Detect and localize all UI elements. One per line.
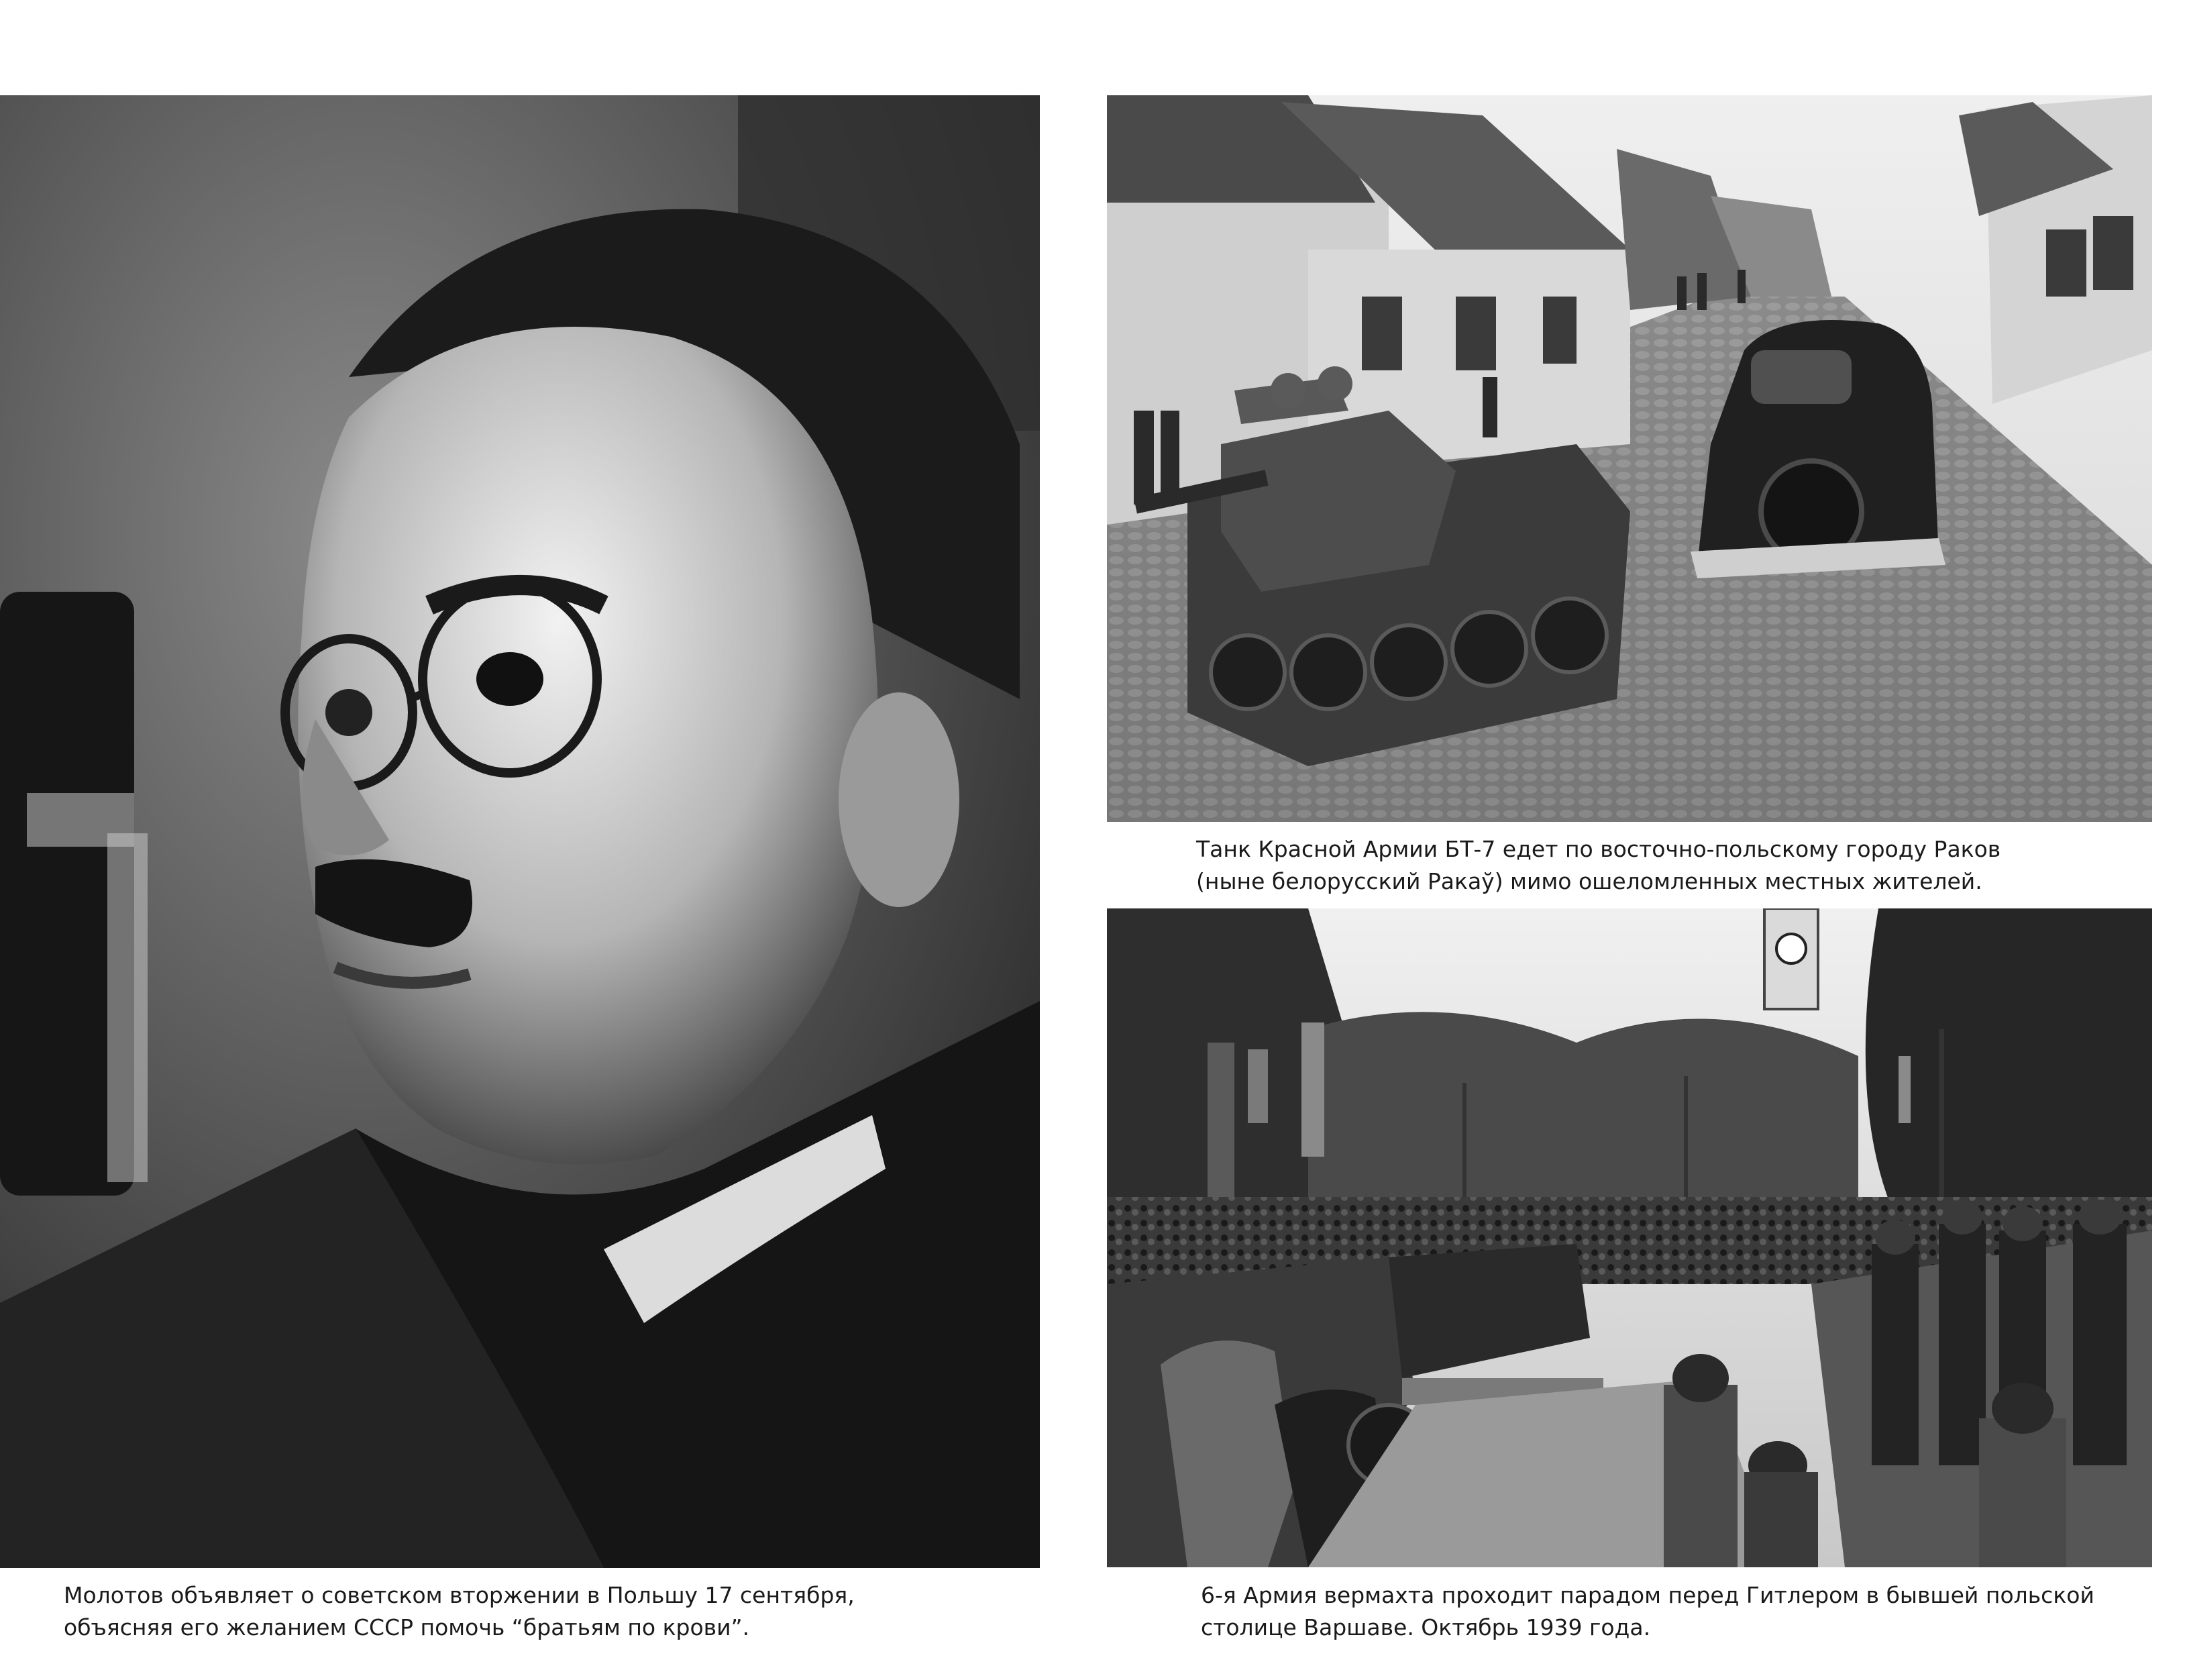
molotov-portrait-photo <box>0 95 1040 1568</box>
molotov-caption-line-2: объясняя его желанием СССР помочь “братьям по крови”. <box>64 1614 750 1640</box>
tank-street-photo <box>1107 95 2152 822</box>
molotov-portrait-image <box>0 95 1040 1568</box>
molotov-caption-line-1: Молотов объявляет о советском вторжении в Польшу 17 сентября, <box>64 1582 855 1608</box>
parade-photo <box>1107 908 2152 1567</box>
molotov-photo-caption <box>64 1579 855 1644</box>
tank-caption-line-1: Танк Красной Армии БТ-7 едет по восточно-польскому городу Раков <box>1196 836 2001 862</box>
parade-caption-line-2: столице Варшаве. Октябрь 1939 года. <box>1201 1614 1651 1640</box>
tank-caption-line-2: (ныне белорусский Ракаў) мимо ошеломленных местных жителей. <box>1196 868 1982 894</box>
tank-photo-caption <box>1196 833 2001 898</box>
parade-caption-line-1: 6-я Армия вермахта проходит парадом перед Гитлером в бывшей польской <box>1201 1582 2094 1608</box>
parade-image <box>1107 908 2152 1567</box>
tank-street-image <box>1107 95 2152 822</box>
parade-photo-caption <box>1201 1579 2094 1644</box>
